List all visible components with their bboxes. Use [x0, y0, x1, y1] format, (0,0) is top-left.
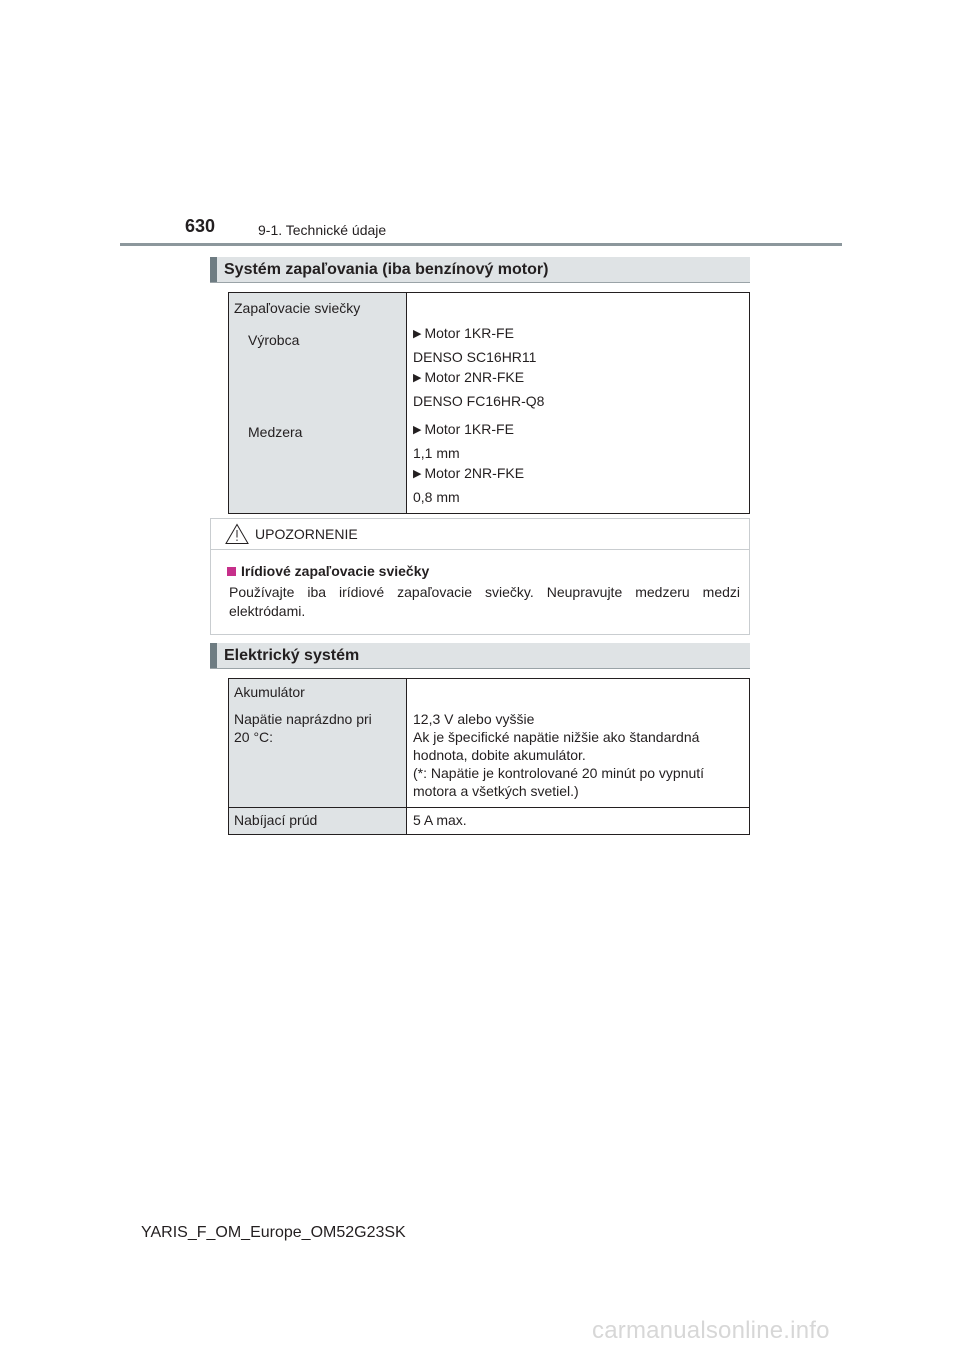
section-heading-electrical: [210, 643, 750, 669]
arrow-icon: ▶: [413, 328, 422, 340]
header-divider: [120, 243, 842, 246]
voltage-note-2: hodnota, dobite akumulátor.: [413, 747, 586, 763]
caution-header: [211, 519, 749, 550]
manufacturer-value-1: DENSO SC16HR11: [413, 349, 537, 365]
voltage-note-3: (*: Napätie je kontrolované 20 minút po vypnutí: [413, 765, 705, 781]
charging-current-label: Nabíjací prúd: [229, 808, 407, 834]
section-title: Elektrický systém: [224, 647, 360, 664]
document-code: YARIS_F_OM_Europe_OM52G23SK: [141, 1224, 406, 1241]
table-row: [229, 679, 749, 807]
gap-value-1: 1,1 mm: [413, 445, 460, 461]
section-heading-ignition: [210, 257, 750, 283]
gap-label: Medzera: [248, 424, 303, 440]
square-bullet-icon: [227, 567, 236, 576]
charging-current-value: 5 A max.: [413, 812, 467, 828]
gap-engine-2: ▶ Motor 2NR-FKE: [413, 463, 743, 484]
manufacturer-value-2: DENSO FC16HR-Q8: [413, 393, 545, 409]
manufacturer-engine-1: ▶ Motor 1KR-FE: [413, 323, 743, 344]
table-value-cell: [407, 293, 749, 513]
manufacturer-engine-2: ▶ Motor 2NR-FKE: [413, 367, 743, 388]
ignition-spec-table: [228, 292, 750, 514]
spark-plugs-label: Zapaľovacie sviečky: [234, 300, 361, 316]
page-number: 630: [185, 216, 216, 236]
section-accent-bar: [210, 643, 217, 668]
warning-triangle-icon: [225, 523, 249, 545]
watermark: carmanualsonline.info: [592, 1317, 830, 1344]
caution-subheading: Irídiové zapaľovacie sviečky: [227, 563, 429, 579]
electrical-spec-table: [228, 678, 750, 835]
table-row: [229, 807, 749, 834]
battery-label: Akumulátor: [234, 684, 305, 700]
voltage-value: 12,3 V alebo vyššie: [413, 711, 535, 727]
gap-value-2: 0,8 mm: [413, 489, 460, 505]
arrow-icon: ▶: [413, 468, 422, 480]
table-value-cell: [407, 679, 749, 807]
voltage-note-4: motora a všetkých svetiel.): [413, 783, 579, 799]
arrow-icon: ▶: [413, 424, 422, 436]
section-accent-bar: [210, 257, 217, 282]
chapter-title: 9-1. Technické údaje: [258, 222, 387, 238]
caution-box: [210, 518, 750, 635]
arrow-icon: ▶: [413, 372, 422, 384]
manufacturer-label: Výrobca: [248, 332, 300, 348]
table-label-cell: [229, 679, 407, 807]
gap-engine-1: ▶ Motor 1KR-FE: [413, 419, 743, 440]
caution-body: Používajte iba irídiové zapaľovacie sviečky. Neupravujte medzeru medzi elektródami.: [229, 584, 740, 619]
table-label-cell: [229, 293, 407, 513]
voltage-label-1: Napätie naprázdno pri: [234, 711, 372, 727]
caution-label: UPOZORNENIE: [255, 526, 358, 542]
voltage-label-2: 20 °C:: [234, 729, 274, 745]
section-title: Systém zapaľovania (iba benzínový motor): [224, 261, 549, 278]
table-row: [229, 293, 749, 513]
voltage-note-1: Ak je špecifické napätie nižšie ako štandardná: [413, 729, 700, 745]
